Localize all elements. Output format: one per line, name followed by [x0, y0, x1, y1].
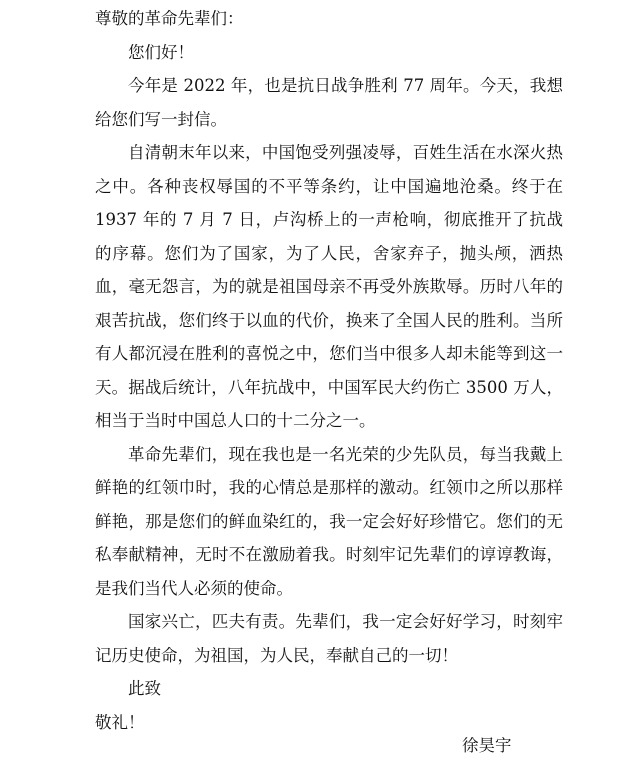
salutation: 尊敬的革命先辈们：	[95, 9, 244, 28]
greeting: 您们好！	[128, 42, 194, 62]
paragraph-history: 自清朝末年以来，中国饱受列强凌辱，百姓生活在水深火热之中。各种丧权辱国的不平等条约，让中国遍地沧桑。终于在 1937 年的 7 月 7 日，卢沟桥上的一声枪响，彻底推开了抗战的序幕。您们为了国家，为了人民，舍家弃子，抛头颅，洒热血，毫无怨言，为的就是祖国母亲不再受外族欺辱。历时八年的艰苦抗战，您们终于以血的代价，换来了全国人民的胜利。当所有人都沉浸在胜利的喜悦之中，您们当中很多人却未能等到这一天。据战后统计，八年抗战中，中国军民大约伤亡 3500 万人，相当于当时中国总人口的十二分之一。	[95, 143, 563, 430]
closing: 此致	[128, 679, 161, 698]
paragraph-red-scarf: 革命先辈们，现在我也是一名光荣的少先队员，每当我戴上鲜艳的红领巾时，我的心情总是那样的激动。红领巾之所以那样鲜艳，那是您们的鲜血染红的，我一定会好好珍惜它。您们的无私奉献精神，无时不在激励着我。时刻牢记先辈们的谆谆教诲，是我们当代人必须的使命。	[95, 444, 563, 598]
paragraph-pledge: 国家兴亡，匹夫有责。先辈们，我一定会好好学习，时刻牢记历史使命，为祖国，为人民，奉献自己的一切！	[95, 612, 563, 665]
letter-body	[95, 2, 563, 739]
signature: 徐昊宇	[462, 736, 512, 755]
paragraph-anniversary: 今年是 2022 年，也是抗日战争胜利 77 周年。今天，我想给您们写一封信。	[95, 76, 563, 129]
respect-line: 敬礼！	[95, 712, 145, 732]
